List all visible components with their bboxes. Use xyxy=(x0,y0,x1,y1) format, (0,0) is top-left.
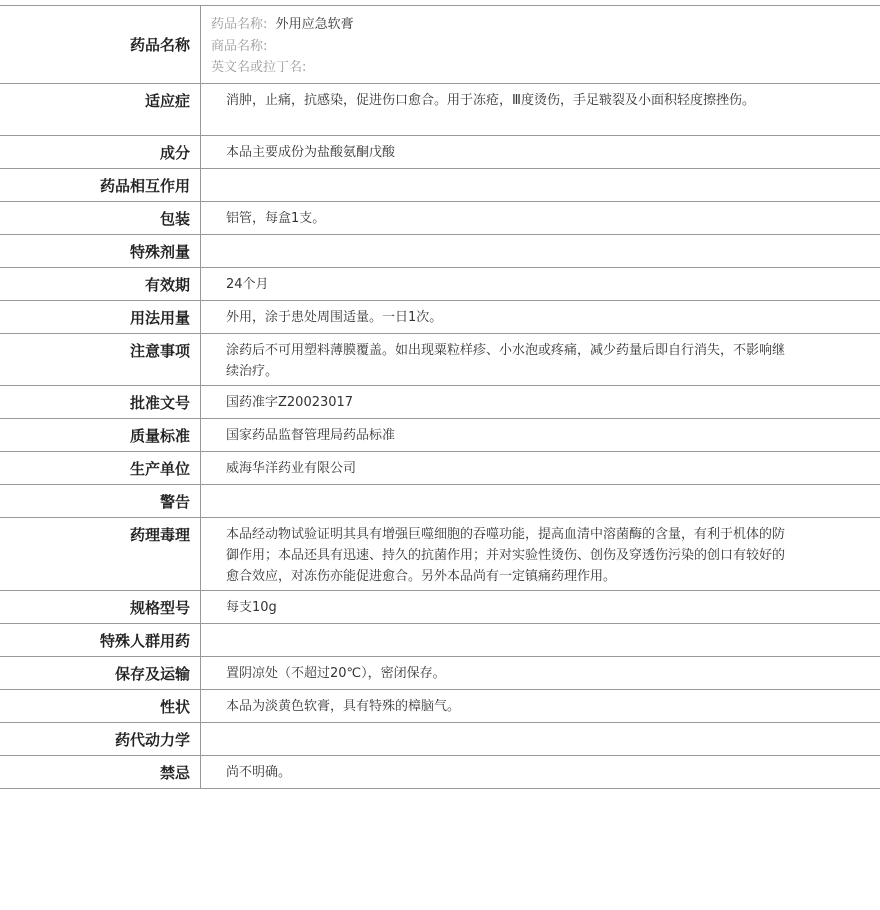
row-value xyxy=(201,624,880,656)
row-label: 特殊剂量 xyxy=(0,235,201,267)
row-label: 禁忌 xyxy=(0,756,201,788)
row-label: 用法用量 xyxy=(0,301,201,333)
row-value xyxy=(201,485,880,517)
row-label: 适应症 xyxy=(0,84,201,135)
row-value: 本品经动物试验证明其具有增强巨噬细胞的吞噬功能，提高血清中溶菌酶的含量，有利于机体的防御作用；本品还具有迅速、持久的抗菌作用；并对实验性烫伤、创伤及穿透伤污染的创口有较好的愈合效应，对冻伤亦能促进愈合。另外本品尚有一定镇痛药理作用。 xyxy=(226,527,786,584)
row-value xyxy=(201,169,880,201)
row-value: 铝管，每盒1支。 xyxy=(226,211,326,226)
row-value: 24个月 xyxy=(226,277,269,292)
table-row-special-dosage xyxy=(0,235,880,268)
row-value: 国药准字Z20023017 xyxy=(226,395,354,410)
row-value: 尚不明确。 xyxy=(226,765,292,780)
row-label: 规格型号 xyxy=(0,591,201,623)
generic-name-line xyxy=(211,14,870,36)
row-label: 有效期 xyxy=(0,268,201,300)
row-label: 质量标准 xyxy=(0,419,201,451)
table-row-special-populations xyxy=(0,624,880,657)
row-value: 国家药品监督管理局药品标准 xyxy=(226,428,396,443)
generic-name-value: 外用应急软膏 xyxy=(275,17,354,32)
trade-name-line xyxy=(211,36,870,58)
english-name-line xyxy=(211,57,870,79)
row-value: 本品主要成份为盐酸氨酮戊酸 xyxy=(226,145,396,160)
generic-name-label: 药品名称: xyxy=(211,17,268,32)
table-row-pharmacokinetics xyxy=(0,723,880,756)
row-label: 性状 xyxy=(0,690,201,722)
row-value: 涂药后不可用塑料薄膜覆盖。如出现粟粒样疹、小水泡或疼痛，减少药量后即自行消失，不影响继续治疗。 xyxy=(226,343,786,379)
row-value xyxy=(201,723,880,755)
table-row-quality-standard xyxy=(0,419,880,452)
drug-spec-table xyxy=(0,5,880,789)
table-row-ingredients xyxy=(0,136,880,169)
table-row-specification xyxy=(0,591,880,624)
trade-name-label: 商品名称: xyxy=(211,38,268,54)
row-label: 药品名称 xyxy=(0,6,201,83)
table-row-precautions xyxy=(0,334,880,386)
row-value: 每支10g xyxy=(226,600,277,615)
row-label: 药品相互作用 xyxy=(0,169,201,201)
row-value xyxy=(201,235,880,267)
english-name-label: 英文名或拉丁名: xyxy=(211,60,307,75)
table-row-manufacturer xyxy=(0,452,880,485)
table-row-dosage xyxy=(0,301,880,334)
row-value: 消肿，止痛，抗感染，促进伤口愈合。用于冻疮，Ⅲ度烫伤，手足皲裂及小面积轻度擦挫伤。 xyxy=(226,93,755,108)
row-value: 本品为淡黄色软膏，具有特殊的樟脑气。 xyxy=(226,699,461,714)
table-row-pharmacology xyxy=(0,518,880,591)
row-value: 置阴凉处（不超过20℃），密闭保存。 xyxy=(226,666,446,681)
row-label: 生产单位 xyxy=(0,452,201,484)
table-row-description xyxy=(0,690,880,723)
drug-name-row xyxy=(0,6,880,84)
table-row-approval-number xyxy=(0,386,880,419)
table-row-interactions xyxy=(0,169,880,202)
table-row-warning xyxy=(0,485,880,518)
row-label: 药代动力学 xyxy=(0,723,201,755)
row-label: 保存及运输 xyxy=(0,657,201,689)
row-value: 威海华洋药业有限公司 xyxy=(226,461,357,476)
table-row-storage xyxy=(0,657,880,690)
row-label: 批准文号 xyxy=(0,386,201,418)
row-value: 外用，涂于患处周围适量。一日1次。 xyxy=(226,310,443,325)
table-row-indications xyxy=(0,84,880,136)
row-label: 包装 xyxy=(0,202,201,234)
row-label: 成分 xyxy=(0,136,201,168)
row-label: 药理毒理 xyxy=(0,518,201,590)
drug-name-block xyxy=(201,6,880,83)
table-row-shelf-life xyxy=(0,268,880,301)
table-row-packaging xyxy=(0,202,880,235)
table-row-contraindications xyxy=(0,756,880,789)
row-label: 警告 xyxy=(0,485,201,517)
row-label: 注意事项 xyxy=(0,334,201,385)
row-label: 特殊人群用药 xyxy=(0,624,201,656)
